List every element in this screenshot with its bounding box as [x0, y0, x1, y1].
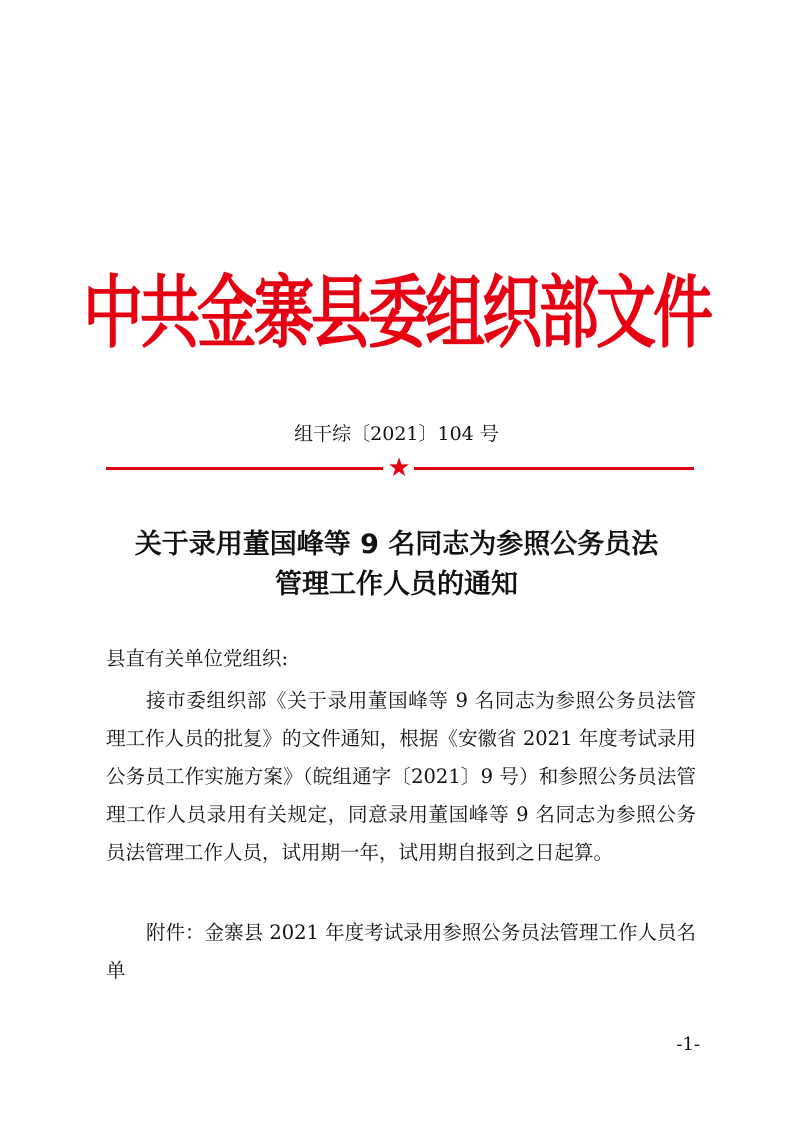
salutation: 县直有关单位党组织:: [106, 647, 289, 670]
document-header-title: 中共金寨县委组织部文件: [83, 267, 710, 360]
star-icon: ★: [387, 453, 411, 483]
separator-line-left: [106, 467, 383, 470]
notice-title-line-1: 关于录用董国峰等 9 名同志为参照公务员法: [134, 529, 659, 560]
notice-title-line-2: 管理工作人员的通知: [275, 569, 518, 600]
body-paragraph: 接市委组织部《关于录用董国峰等 9 名同志为参照公务员法管理工作人员的批复》的文件通知，根据《安徽省 2021 年度考试录用公务员工作实施方案》（皖组通字〔2021〕9 号）和参照公务员法管理工作人员录用有关规定，同意录用董国峰等 9 名同志为参照公务员法管理工作人员，试用期一年，试用期自报到之日起算。: [106, 689, 696, 864]
document-number: 组干综〔2021〕104 号: [294, 423, 499, 445]
attachment-note: 附件：金寨县 2021 年度考试录用参照公务员法管理工作人员名单: [106, 921, 696, 982]
notice-title: [0, 525, 793, 605]
page-number: -1-: [676, 1034, 700, 1055]
separator-line-right: [414, 467, 694, 470]
